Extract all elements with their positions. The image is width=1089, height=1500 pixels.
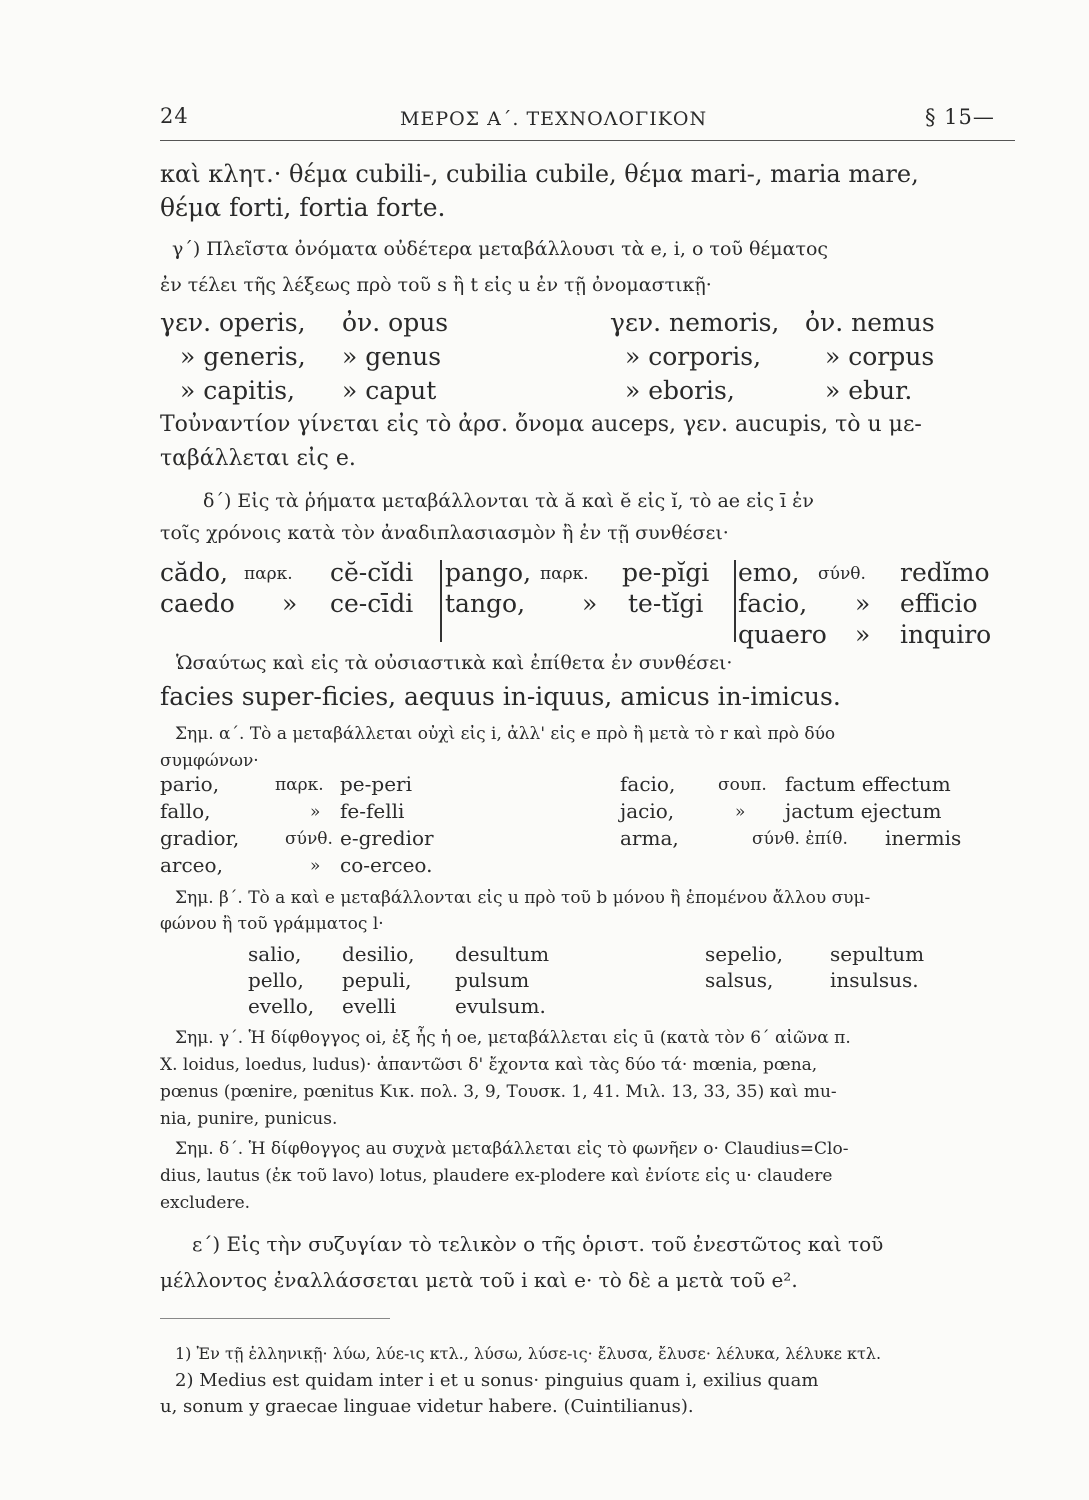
delta-after-1: Ὡσαύτως καὶ εἰς τὰ οὐσιαστικὰ καὶ ἐπίθετα ἐν συνθέσει· <box>176 652 733 674</box>
note-a-left-3a: gradior, <box>160 826 240 850</box>
gamma-right-row-2a: » corporis, <box>625 342 762 371</box>
note-b-r2c2: pepuli, <box>342 968 412 992</box>
note-a-right-2b: » <box>735 802 746 822</box>
gamma-left-row-1b: ὀν. opus <box>342 308 449 337</box>
note-a-left-1a: pario, <box>160 772 220 796</box>
note-d-line-3: excludere. <box>160 1193 251 1213</box>
delta-col3-r1b: σύνθ. <box>818 564 866 584</box>
delta-line-1: δ΄) Εἰς τὰ ῥήματα μεταβάλλονται τὰ ă καὶ ĕ εἰς ĭ, τὸ ae εἰς ī ἐν <box>203 490 814 512</box>
delta-line-2: τοῖς χρόνοις κατὰ τὸν ἀναδιπλασιασμὸν ἢ ἐν τῇ συνθέσει· <box>160 522 729 544</box>
note-a-right-3c: inermis <box>885 826 962 850</box>
epsilon-line-1: ε΄) Εἰς τὴν συζυγίαν τὸ τελικὸν o τῆς ὁριστ. τοῦ ἐνεστῶτος καὶ τοῦ <box>192 1232 884 1256</box>
note-a-left-2b: » <box>310 802 321 822</box>
gamma-after-1: Τοὐναντίον γίνεται εἰς τὸ ἀρσ. ὄνομα auceps, γεν. aucupis, τὸ u με- <box>160 412 922 437</box>
note-a-right-3b: σύνθ. ἐπίθ. <box>752 829 848 849</box>
delta-col1-r1a: cădo, <box>160 558 228 587</box>
note-d-line-2: dius, lautus (ἐκ τοῦ lavo) lotus, plaudere ex-plodere καὶ ἐνίοτε εἰς u· claudere <box>160 1166 833 1186</box>
epsilon-line-2: μέλλοντος ἐναλλάσσεται μετὰ τοῦ i καὶ e· τὸ δὲ a μετὰ τοῦ e². <box>160 1268 798 1292</box>
note-c-line-1: Σημ. γ΄. Ἡ δίφθογγος oi, ἐξ ἧς ἡ oe, μεταβάλλεται εἰς ū (κατὰ τὸν 6΄ αἰῶνα π. <box>175 1028 851 1048</box>
footnote-1: 1) Ἐν τῇ ἑλληνικῇ· λύω, λύε-ις κτλ., λύσω, λύσε-ις· ἔλυσα, ἔλυσε· λέλυκα, λέλυκε κτλ. <box>175 1344 882 1363</box>
section-number: § 15— <box>925 105 995 129</box>
note-b-r3c3: evulsum. <box>455 994 546 1018</box>
delta-col1-r2b: » <box>282 589 298 618</box>
note-b-r2c1: pello, <box>248 968 304 992</box>
delta-after-2: facies super-ficies, aequus in-iquus, amicus in-imicus. <box>160 682 841 711</box>
note-b-line-2: φώνου ἢ τοῦ γράμματος l· <box>160 914 384 934</box>
delta-col1-r1c: cĕ-cĭdi <box>330 558 414 587</box>
footnote-2-line-1: 2) Medius est quidam inter i et u sonus· pinguius quam i, exilius quam <box>175 1370 819 1391</box>
page-number: 24 <box>160 104 189 128</box>
note-a-left-3c: e-gredior <box>340 826 434 850</box>
delta-col2-r2b: » <box>582 589 598 618</box>
note-a-left-1b: παρκ. <box>275 775 324 795</box>
note-a-right-3a: arma, <box>620 826 679 850</box>
note-a-left-4b: » <box>310 856 321 876</box>
gamma-right-row-2b: » corpus <box>825 342 935 371</box>
header-rule <box>160 140 1015 141</box>
delta-col1-r2c: ce-cīdi <box>330 589 414 618</box>
note-b-r1c2: desilio, <box>342 942 415 966</box>
delta-col2-r2a: tango, <box>445 589 526 618</box>
note-a-left-2a: fallo, <box>160 799 211 823</box>
note-a-left-4c: co-erceo. <box>340 853 433 877</box>
delta-col2-r1a: pango, <box>445 558 532 587</box>
gamma-right-row-3b: » ebur. <box>825 376 913 405</box>
delta-col3-r2c: efficio <box>900 589 978 618</box>
gamma-left-row-1a: γεν. operis, <box>160 308 306 337</box>
note-b-r1c1: salio, <box>248 942 302 966</box>
note-c-line-3: pœnus (pœnire, pœnitus Κικ. πολ. 3, 9, Τουσκ. 1, 41. Μιλ. 13, 33, 35) καὶ mu- <box>160 1082 837 1102</box>
delta-col3-r1c: redĭmo <box>900 558 990 587</box>
delta-col3-r1a: emo, <box>738 558 800 587</box>
note-b-r1c4: sepelio, <box>705 942 783 966</box>
note-b-r3c1: evello, <box>248 994 315 1018</box>
gamma-left-row-2a: » generis, <box>180 342 306 371</box>
note-d-line-1: Σημ. δ΄. Ἡ δίφθογγος au συχνὰ μεταβάλλεται εἰς τὸ φωνῆεν o· Claudius=Clo- <box>175 1139 849 1159</box>
note-b-r2c3: pulsum <box>455 968 530 992</box>
note-b-r3c2: evelli <box>342 994 397 1018</box>
note-b-line-1: Σημ. β΄. Τὸ a καὶ e μεταβάλλονται εἰς u πρὸ τοῦ b μόνου ἢ ἑπομένου ἄλλου συμ- <box>175 888 871 908</box>
note-a-left-4a: arceo, <box>160 853 223 877</box>
delta-col1-r1b: παρκ. <box>244 564 293 584</box>
note-c-line-4: nia, punire, punicus. <box>160 1109 338 1129</box>
gamma-left-row-2b: » genus <box>342 342 442 371</box>
note-a-right-1c: factum effectum <box>785 772 951 796</box>
delta-col2-r2c: te-tĭgi <box>628 589 704 618</box>
gamma-right-row-1a: γεν. nemoris, <box>610 308 780 337</box>
note-b-r2c4: salsus, <box>705 968 774 992</box>
note-a-line-1: Σημ. α΄. Τὸ a μεταβάλλεται οὐχὶ εἰς i, ἀλλ' εἰς e πρὸ ἢ μετὰ τὸ r καὶ πρὸ δύο <box>175 724 836 744</box>
note-a-right-2a: jacio, <box>620 799 675 823</box>
delta-col2-r1c: pe-pĭgi <box>622 558 710 587</box>
note-b-r1c3: desultum <box>455 942 550 966</box>
note-a-left-3b: σύνθ. <box>285 829 333 849</box>
footnote-2-line-2: u, sonum y graecae linguae videtur habere. (Cuintilianus). <box>160 1396 694 1417</box>
delta-col3-r3b: » <box>855 620 871 649</box>
footnote-rule <box>160 1318 390 1319</box>
delta-col3-r3c: inquiro <box>900 620 992 649</box>
note-b-r2c5: insulsus. <box>830 968 919 992</box>
note-a-right-1b: σουπ. <box>718 775 767 795</box>
note-a-line-2: συμφώνων· <box>160 751 259 771</box>
note-c-line-2: X. loidus, loedus, ludus)· ἀπαντῶσι δ' ἔχοντα καὶ τὰς δύο τά· mœnia, pœna, <box>160 1055 818 1075</box>
gamma-left-row-3a: » capitis, <box>180 376 295 405</box>
note-b-r1c5: sepultum <box>830 942 925 966</box>
delta-col3-r2b: » <box>855 589 871 618</box>
delta-col1-r2a: caedo <box>160 589 235 618</box>
note-a-right-2c: jactum ejectum <box>785 799 942 823</box>
running-title: ΜΕΡΟΣ Α΄. ΤΕΧΝΟΛΟΓΙΚΟΝ <box>400 108 708 130</box>
delta-col2-r1b: παρκ. <box>540 564 589 584</box>
note-a-left-2c: fe-felli <box>340 799 405 823</box>
delta-col3-r2a: facio, <box>738 589 808 618</box>
gamma-right-row-3a: » eboris, <box>625 376 735 405</box>
gamma-after-2: ταβάλλεται εἰς e. <box>160 446 356 471</box>
gamma-right-row-1b: ὀν. nemus <box>805 308 935 337</box>
note-a-left-1c: pe-peri <box>340 772 412 796</box>
column-divider-1 <box>440 560 442 642</box>
gamma-left-row-3b: » caput <box>342 376 437 405</box>
note-a-right-1a: facio, <box>620 772 676 796</box>
column-divider-2 <box>734 560 736 642</box>
intro-line-2: θέμα forti, fortia forte. <box>160 193 446 222</box>
gamma-line-1: γ΄) Πλεῖστα ὀνόματα οὐδέτερα μεταβάλλουσι τὰ e, i, o τοῦ θέματος <box>172 238 829 260</box>
delta-col3-r3a: quaero <box>738 620 827 649</box>
gamma-line-2: ἐν τέλει τῆς λέξεως πρὸ τοῦ s ἢ t εἰς u ἐν τῇ ὀνομαστικῇ· <box>160 274 712 296</box>
intro-line-1: καὶ κλητ.· θέμα cubili-, cubilia cubile, θέμα mari-, maria mare, <box>160 160 919 188</box>
